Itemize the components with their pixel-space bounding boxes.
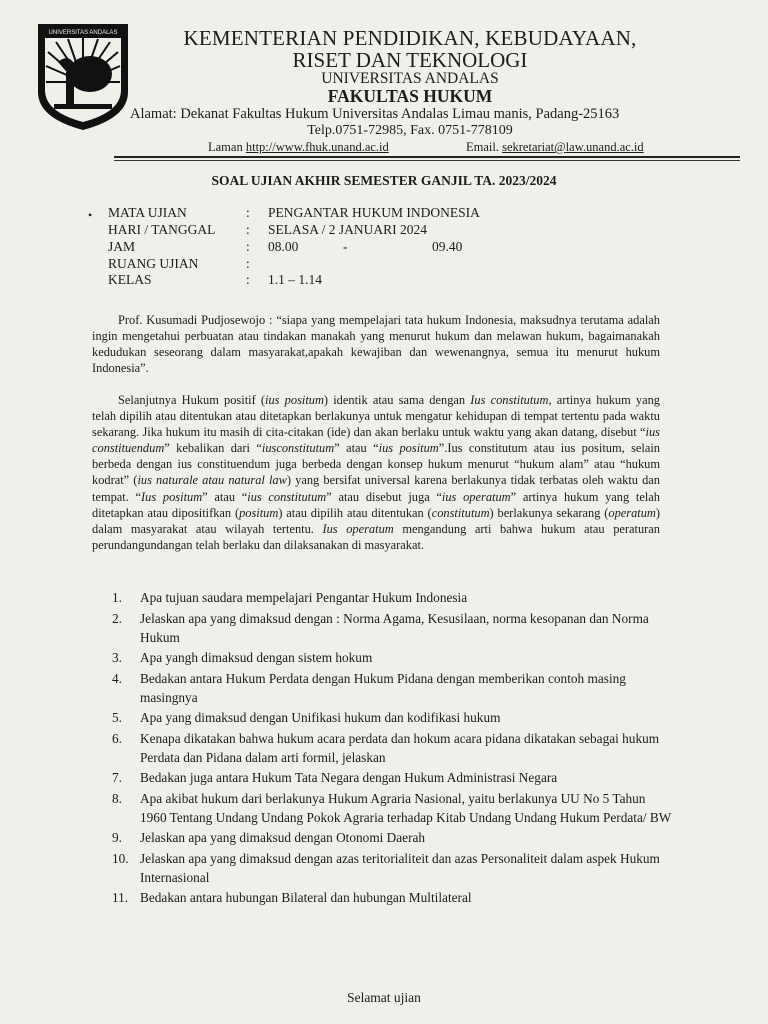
question-text: Jelaskan apa yang dimaksud dengan Otonomi Daerah bbox=[140, 830, 426, 845]
question-text: Apa akibat hukum dari berlakunya Hukum Agraria Nasional, yaitu berlakunya UU No 5 Tahun 1960 Tentang Undang Undang Pokok Agraria terhadap Kitab Undang Undang Hukum Perdata/ BW bbox=[140, 790, 672, 825]
question-text: Apa yangh dimaksud dengan sistem hokum bbox=[140, 650, 373, 665]
list-item bbox=[112, 708, 672, 727]
info-colon: : bbox=[246, 272, 250, 287]
bullet-mark: • bbox=[88, 208, 93, 222]
website-line bbox=[208, 141, 389, 154]
list-item bbox=[112, 789, 672, 827]
question-text: Bedakan juga antara Hukum Tata Negara dengan Hukum Administrasi Negara bbox=[140, 770, 558, 785]
ministry-name-line1: KEMENTERIAN PENDIDIKAN, KEBUDAYAAN, bbox=[183, 26, 637, 50]
question-number: 1. bbox=[112, 590, 122, 605]
email-link[interactable]: sekretariat@law.unand.ac.id bbox=[502, 140, 644, 154]
closing-text: Selamat ujian bbox=[347, 990, 421, 1005]
email-label: Email. bbox=[466, 140, 499, 154]
exam-title: SOAL UJIAN AKHIR SEMESTER GANJIL TA. 2023/2024 bbox=[211, 173, 557, 188]
question-number: 2. bbox=[112, 610, 122, 626]
question-text: Apa tujuan saudara mempelajari Pengantar Hukum Indonesia bbox=[140, 590, 468, 605]
list-item bbox=[112, 828, 672, 847]
question-text: Kenapa dikatakan bahwa hukum acara perdata dan hokum acara pidana dikatakan sebagai hukum Perdata dan Pidana dalam arti formil, jelaskan bbox=[140, 730, 660, 765]
question-list bbox=[112, 588, 672, 909]
info-label: HARI / TANGGAL bbox=[108, 222, 216, 237]
question-number: 5. bbox=[112, 710, 122, 725]
list-item bbox=[112, 729, 672, 767]
university-name: UNIVERSITAS ANDALAS bbox=[321, 70, 499, 87]
question-number: 3. bbox=[112, 650, 122, 665]
time-start: 08.00 bbox=[268, 239, 299, 254]
list-item bbox=[112, 888, 672, 907]
info-value: 1.1 – 1.14 bbox=[268, 272, 322, 287]
ministry-name-line2: RISET DAN TEKNOLOGI bbox=[292, 48, 528, 72]
info-label: RUANG UJIAN bbox=[108, 256, 199, 271]
question-number: 6. bbox=[112, 730, 122, 746]
info-label: KELAS bbox=[108, 272, 152, 287]
info-colon: : bbox=[246, 205, 250, 220]
phone-line: Telp.0751-72985, Fax. 0751-778109 bbox=[307, 123, 513, 138]
letterhead-divider-thin bbox=[114, 160, 740, 161]
question-text: Apa yang dimaksud dengan Unifikasi hukum dan kodifikasi hukum bbox=[140, 710, 501, 725]
svg-text:UNIVERSITAS ANDALAS: UNIVERSITAS ANDALAS bbox=[48, 30, 118, 36]
list-item bbox=[112, 648, 672, 667]
list-item bbox=[112, 669, 672, 707]
question-text: Jelaskan apa yang dimaksud dengan azas teritorialiteit dan azas Personaliteit dalam aspek Hukum Internasional bbox=[140, 850, 660, 885]
info-value: PENGANTAR HUKUM INDONESIA bbox=[268, 205, 480, 220]
question-text: Bedakan antara Hukum Perdata dengan Hukum Pidana dengan memberikan contoh masing masingnya bbox=[140, 670, 626, 705]
time-end: 09.40 bbox=[432, 239, 463, 254]
info-colon: : bbox=[246, 256, 250, 271]
list-item bbox=[112, 588, 672, 607]
question-number: 8. bbox=[112, 790, 122, 806]
time-separator: - bbox=[343, 239, 348, 254]
question-number: 7. bbox=[112, 770, 122, 785]
website-link[interactable]: http://www.fhuk.unand.ac.id bbox=[245, 140, 389, 154]
body-paragraph: Selanjutnya Hukum positif (ius positum) identik atau sama dengan Ius constitutum, artinya hukum yang telah dipilih atau ditentukan atau ditetapkan berlakunya untuk mengatur kehidupan di tempat tertentu pada waktu sekarang. Jika hukum itu masih di cita-citakan (ide) dan akan berlaku untuk waktu yang akan datang, disebut “ius constituendum” kebalikan dari “iusconstitutum” atau “ius positum”.Ius constitutum atau ius positum, selain berbeda dengan ius constituendum juga berbeda dengan konsep hukum menurut “hukum alam” atau “hukum kodrat” (ius naturale atau natural law) yang bersifat universal karena berlakunya tidak terbatas oleh waktu dan tempat. “Ius positum” atau “ius constitutum” atau disebut juga “ius operatum” artinya hukum yang telah ditetapkan atau dipositifkan (positum) atau dipilih atau ditentukan (constitutum) berlakunya sekarang (operatum) dalam masyarakat atau wilayah tertentu. Ius operatum mengandung arti bahwa hukum atau peraturan perundangundangan telah berlaku dan dilaksanakan di masyarakat. bbox=[92, 393, 661, 552]
info-label: JAM bbox=[108, 239, 136, 254]
list-item bbox=[112, 849, 672, 887]
faculty-name: FAKULTAS HUKUM bbox=[327, 86, 493, 106]
email-line bbox=[466, 141, 644, 154]
question-number: 9. bbox=[112, 830, 122, 845]
info-value: SELASA / 2 JANUARI 2024 bbox=[268, 222, 428, 237]
question-number: 11. bbox=[112, 890, 129, 905]
info-colon: : bbox=[246, 222, 250, 237]
website-label: Laman bbox=[208, 140, 243, 154]
info-label: MATA UJIAN bbox=[108, 205, 187, 220]
question-number: 4. bbox=[112, 670, 122, 686]
list-item bbox=[112, 609, 672, 647]
list-item bbox=[112, 768, 672, 787]
letterhead-divider bbox=[114, 156, 740, 158]
question-number: 10. bbox=[112, 850, 129, 866]
question-text: Jelaskan apa yang dimaksud dengan : Norma Agama, Kesusilaan, norma kesopanan dan Norma Hukum bbox=[140, 610, 649, 645]
intro-paragraph: Prof. Kusumadi Pudjosewojo : “siapa yang mempelajari tata hukum Indonesia, maksudnya terutama adalah ingin mengetahui perbuatan atau tindakan manakah yang menurut hukum dan melawan hukum, bagaimanakah kedudukan seseorang dalam masyarakat,apakah kewajiban dan wewenangnya, semua itu menurut hukum Indonesia”. bbox=[92, 313, 660, 376]
university-logo-icon bbox=[36, 22, 130, 132]
question-text: Bedakan antara hubungan Bilateral dan hubungan Multilateral bbox=[140, 890, 472, 905]
info-colon: : bbox=[246, 239, 250, 254]
address-line: Alamat: Dekanat Fakultas Hukum Universitas Andalas Limau manis, Padang-25163 bbox=[130, 106, 620, 122]
